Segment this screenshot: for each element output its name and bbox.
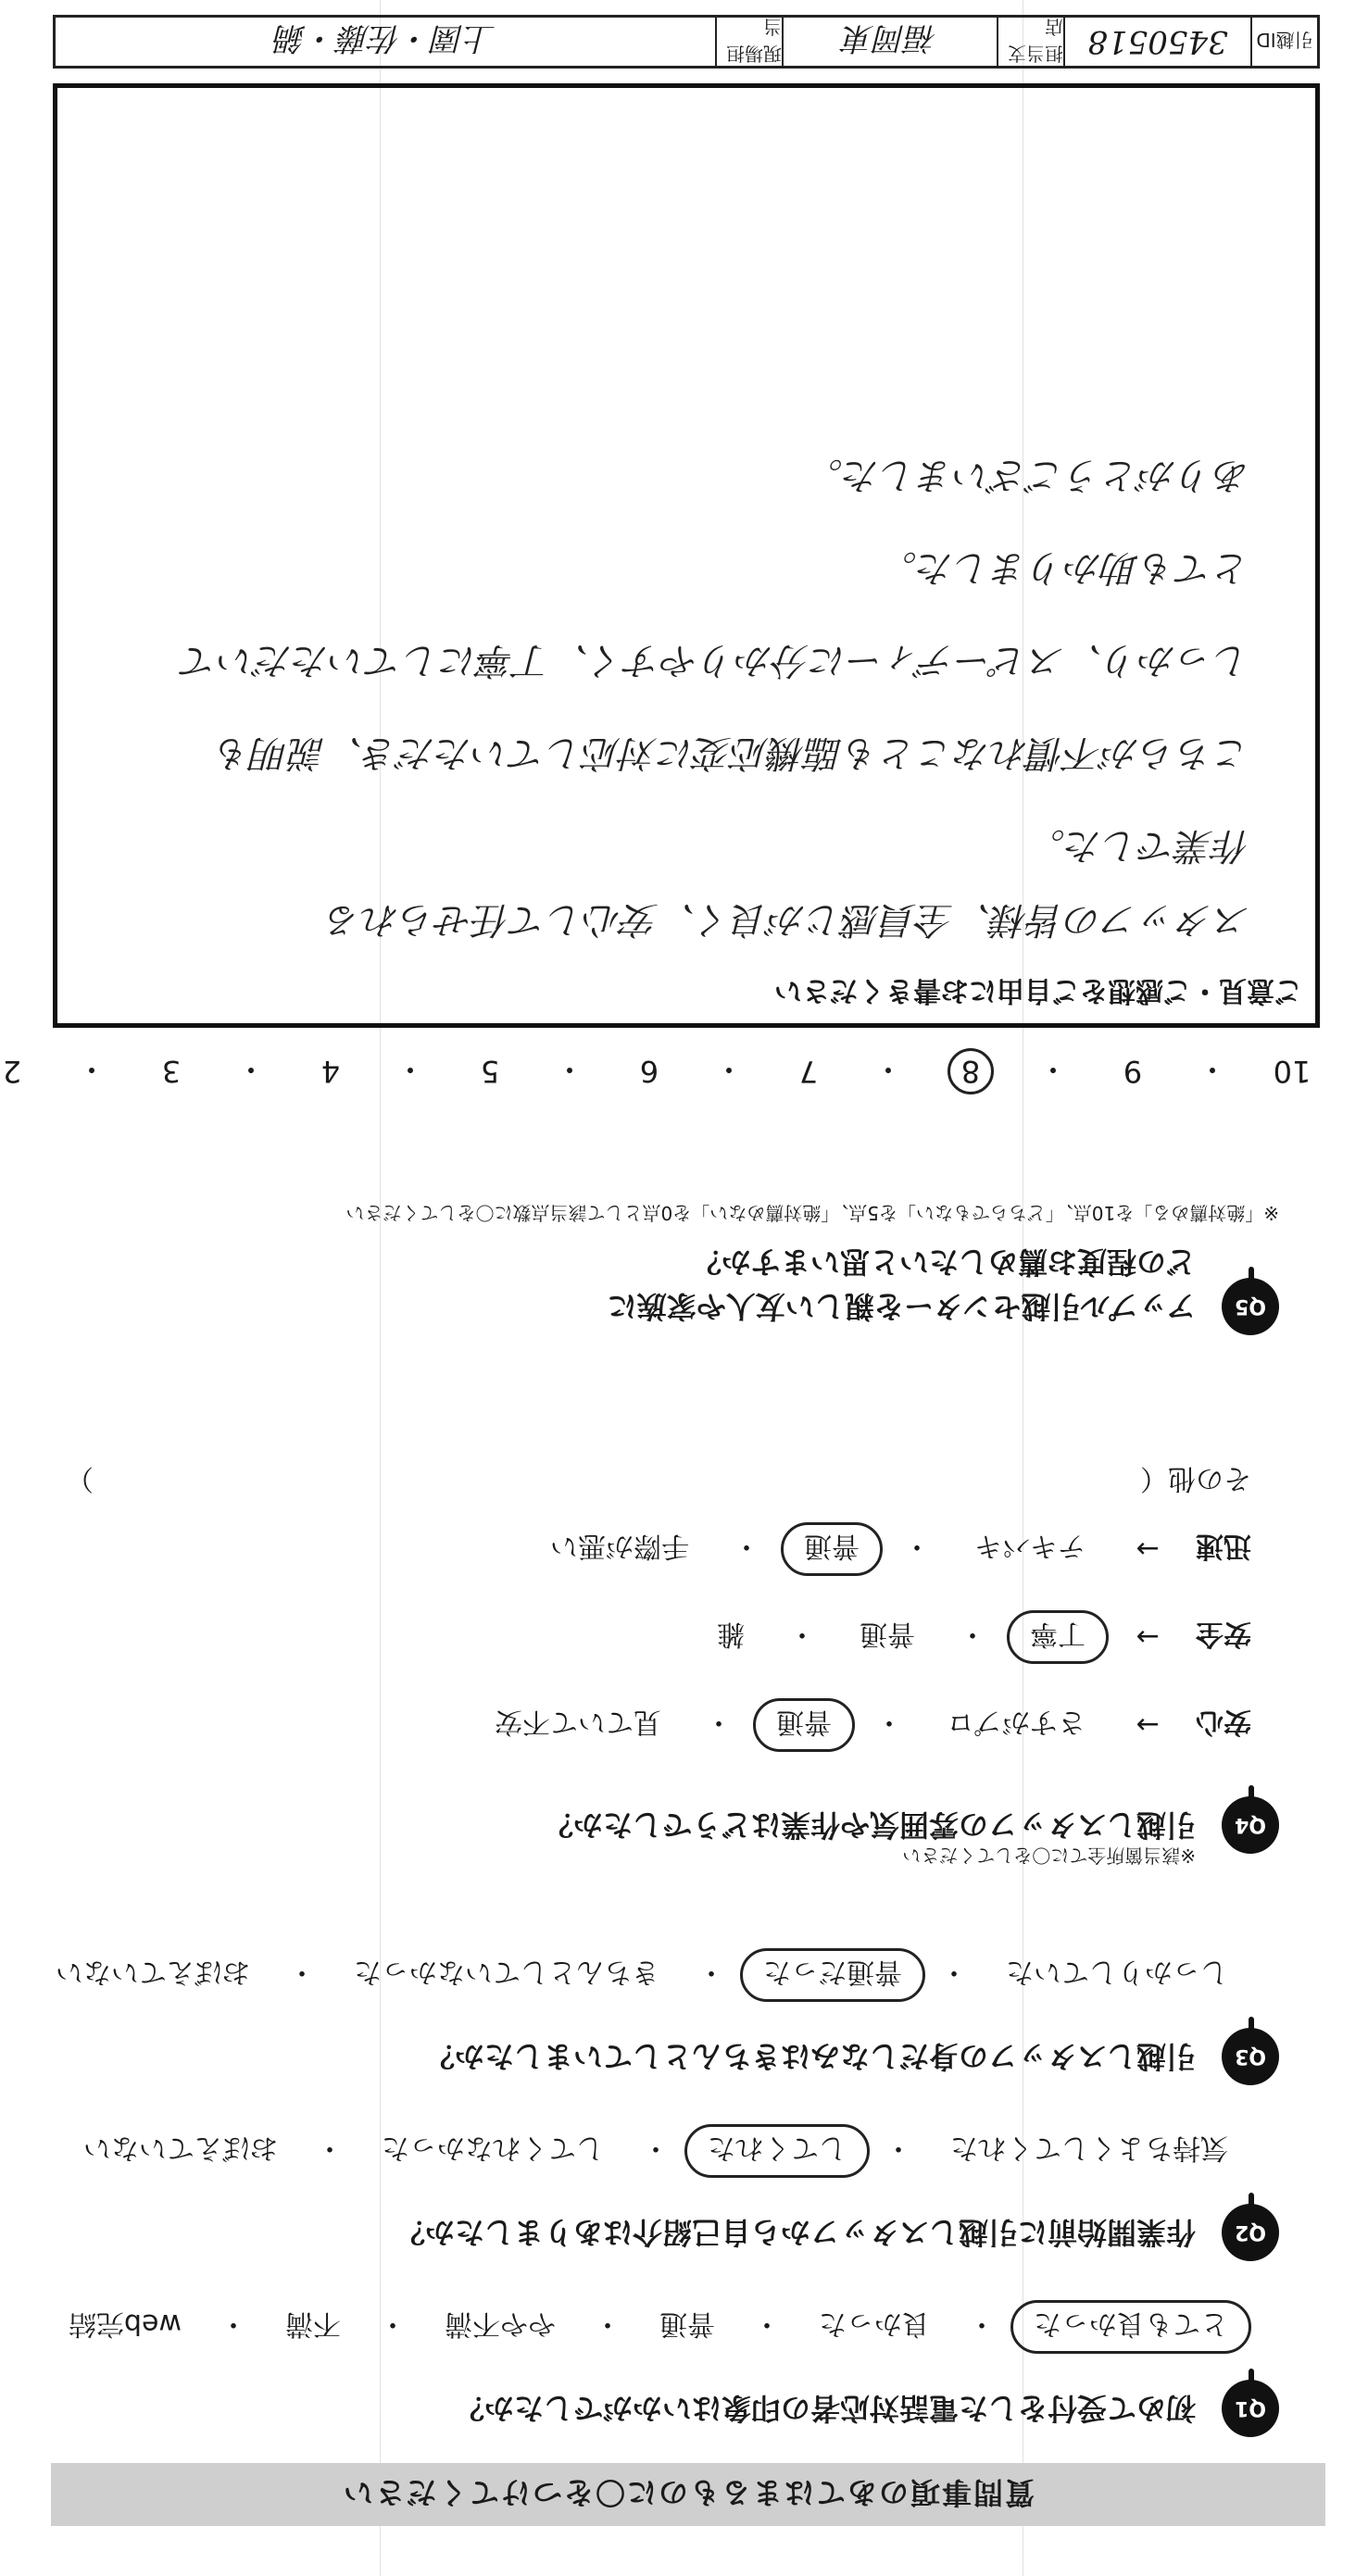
q1-option[interactable]: やや不満 — [445, 2307, 556, 2340]
q2-option[interactable]: 気持ちよくしてくれた — [950, 2132, 1228, 2164]
q4-row-anzen: 安全 → 丁寧 ・ 普通 ・ 雑 — [694, 1610, 1251, 1664]
q2-text: 作業開始前に引越しスタッフから自己紹介はありましたか？ — [395, 2215, 1196, 2250]
comment-box[interactable] — [53, 83, 1320, 1028]
score-option[interactable]: 8 — [948, 1048, 994, 1094]
q2-badge: Q2 — [1222, 2204, 1279, 2261]
q5-text-line2: どの程度お薦めしたいと思いますか？ — [691, 1244, 1196, 1280]
q4-option[interactable]: 手際が悪い — [550, 1530, 689, 1562]
arrow-right-icon: → — [1136, 1532, 1160, 1566]
comment-line: 作業でした。 — [1028, 824, 1250, 867]
id-label: 引越ID — [1250, 18, 1317, 66]
footer-info — [53, 15, 1320, 69]
question-4 — [66, 1462, 1279, 1867]
q2-option[interactable]: おぼえていない — [83, 2132, 278, 2164]
q4-option[interactable]: 見ていて不安 — [495, 1706, 661, 1738]
branch-value: 福岡東 — [782, 18, 997, 66]
q4-row-label: 安全 — [1196, 1618, 1251, 1650]
comment-line: とても助かりました。 — [880, 546, 1250, 589]
q2-option[interactable]: してくれなかった — [382, 2132, 604, 2164]
q1-option[interactable]: とても良かった — [1010, 2300, 1251, 2354]
q4-option[interactable]: 普通 — [753, 1698, 855, 1752]
q4-row-jinsoku: 迅速 → テキパキ ・ 普通 ・ 手際が悪い — [527, 1522, 1251, 1576]
q4-option[interactable]: テキパキ — [974, 1530, 1086, 1562]
q4-other-label: その他（ — [1140, 1462, 1251, 1494]
q1-option[interactable]: 良かった — [819, 2307, 930, 2340]
arrow-right-icon: → — [1136, 1708, 1160, 1742]
score-scale: 10 ・ 9 ・ 8 ・ 7 ・ 6 ・ 5 ・ 4 ・ 3 ・ 2 — [0, 1048, 1312, 1094]
staff-label: 現場担当 — [715, 18, 782, 66]
q3-option[interactable]: しっかりしていた — [1006, 1956, 1228, 1988]
q1-options: とても良かった ・ 良かった ・ 普通 ・ やや不満 ・ 不満 ・ web完結 — [45, 2300, 1251, 2354]
q4-option[interactable]: さすがプロ — [947, 1706, 1086, 1738]
comment-line: しっかり、スピーディーに分かりやすく、丁寧にしていただいて — [181, 639, 1250, 682]
q4-option[interactable]: 雑 — [717, 1618, 745, 1650]
question-2 — [75, 2122, 1279, 2261]
q4-other — [66, 1461, 1251, 1502]
staff-value: 上園・佐藤・鍋 — [275, 19, 496, 57]
q4-other-close: ） — [66, 1462, 94, 1494]
q1-option[interactable]: 普通 — [659, 2307, 715, 2340]
q2-option[interactable]: してくれた — [684, 2124, 870, 2178]
q5-text-line1: アップル引越センターを親しい友人や家族に — [607, 1289, 1196, 1324]
q1-badge: Q1 — [1222, 2380, 1279, 2437]
branch-label: 担当支店 — [997, 18, 1063, 66]
score-option[interactable]: 2 — [2, 1054, 22, 1089]
q4-option[interactable]: 丁寧 — [1007, 1610, 1109, 1664]
q1-text: 初めて受付をした電話対応者の印象はいかがでしたか？ — [454, 2391, 1196, 2426]
id-value: 3450518 — [1063, 18, 1250, 66]
score-option[interactable]: 6 — [639, 1054, 659, 1089]
score-option[interactable]: 9 — [1123, 1054, 1143, 1089]
q3-options: しっかりしていた ・ 普通だった ・ きちんとしていなかった ・ おぼえていない — [32, 1948, 1251, 2002]
score-option[interactable]: 10 — [1273, 1054, 1312, 1089]
comment-line: こちらが不慣れなことも臨機応変に対応していただき、説明も — [214, 732, 1250, 774]
q4-option[interactable]: 普通 — [860, 1618, 915, 1650]
q4-badge: Q4 — [1222, 1796, 1279, 1854]
q4-row-label: 安心 — [1196, 1706, 1251, 1738]
q3-option[interactable]: 普通だった — [740, 1948, 925, 2002]
score-option[interactable]: 4 — [320, 1054, 341, 1089]
score-option[interactable]: 5 — [480, 1054, 500, 1089]
comment-line: ありがとうございました。 — [806, 454, 1250, 496]
q4-note: ※該当箇所全てに〇をしてください — [902, 1844, 1196, 1867]
comment-line: スタッフの皆様、全員感じが良く、安心して任せられる — [324, 898, 1250, 941]
q4-row-anshin: 安心 → さすがプロ ・ 普通 ・ 見ていて不安 — [471, 1698, 1251, 1752]
q1-option[interactable]: 不満 — [285, 2307, 341, 2340]
question-3 — [56, 1946, 1279, 2085]
q4-row-label: 迅速 — [1196, 1530, 1251, 1562]
q3-text: 引越しスタッフの身だしなみはきちんとしていましたか？ — [424, 2039, 1196, 2074]
q1-option[interactable]: web完結 — [68, 2307, 182, 2340]
question-5 — [75, 1113, 1279, 1335]
q2-options: 気持ちよくしてくれた ・ してくれた ・ してくれなかった ・ おぼえていない — [60, 2124, 1251, 2178]
comment-title: ご意見・ご感想をご自由にお書きください — [774, 974, 1302, 1007]
q5-note: ※「絶対薦める」を10点、「どちらでもない」を5点、「絶対薦めない」を0点として該当点数に〇をしてください — [345, 1202, 1279, 1224]
q3-option[interactable]: おぼえていない — [56, 1956, 250, 1988]
score-option[interactable]: 7 — [798, 1054, 819, 1089]
question-1 — [68, 2298, 1279, 2437]
q4-option[interactable]: 普通 — [781, 1522, 883, 1576]
q4-text: 引越しスタッフの雰囲気や作業はどうでしたか？ — [543, 1807, 1196, 1843]
q3-badge: Q3 — [1222, 2028, 1279, 2085]
q5-badge: Q5 — [1222, 1278, 1279, 1335]
arrow-right-icon: → — [1136, 1620, 1160, 1654]
q3-option[interactable]: きちんとしていなかった — [354, 1956, 659, 1988]
instructions-banner: 質問事項のあてはまるものに〇をつけてください — [51, 2463, 1325, 2526]
score-option[interactable]: 3 — [161, 1054, 182, 1089]
